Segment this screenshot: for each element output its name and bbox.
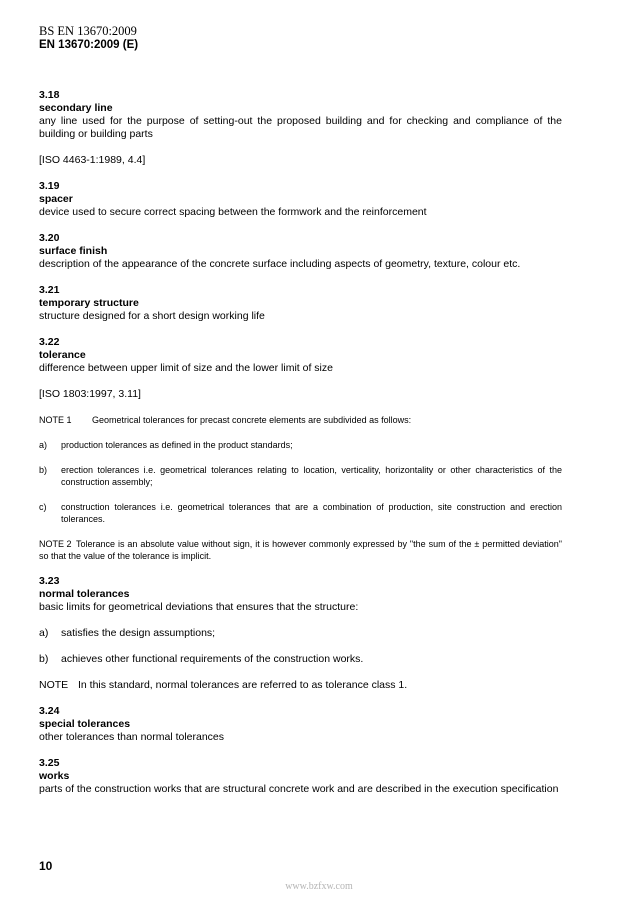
list-item — [39, 627, 562, 640]
list-item — [39, 501, 562, 525]
clause-number: 3.24 — [39, 705, 60, 717]
definition-entry — [39, 89, 562, 167]
list-item-text: construction tolerances i.e. geometrical tolerances that are a combination of production, site construction and erection tolerances. — [61, 502, 562, 524]
note-label: NOTE 1 — [39, 415, 72, 425]
clause-number: 3.19 — [39, 180, 60, 192]
definition-entry — [39, 575, 562, 692]
note — [39, 414, 562, 426]
term: works — [39, 770, 70, 782]
term: spacer — [39, 193, 73, 205]
term: special tolerances — [39, 718, 131, 730]
note-label: NOTE — [39, 679, 69, 691]
list-item — [39, 464, 562, 488]
definition-entry — [39, 284, 562, 323]
definition-entry — [39, 232, 562, 271]
list-item-label: b) — [39, 465, 48, 475]
definition-text: difference between upper limit of size and the lower limit of size — [39, 362, 333, 374]
term: temporary structure — [39, 297, 139, 309]
note-label: NOTE 2 — [39, 539, 72, 549]
list-item-label: a) — [39, 440, 48, 450]
definition-text: structure designed for a short design working life — [39, 310, 265, 322]
clause-number: 3.25 — [39, 757, 60, 769]
document-body — [39, 89, 562, 796]
note-text: Tolerance is an absolute value without sign, it is however commonly expressed by "the sum of the ± permitted deviation" so that the value of the tolerance is implicit. — [39, 539, 562, 561]
list-item-text: achieves other functional requirements of the construction works. — [61, 653, 364, 665]
source-reference: [ISO 4463-1:1989, 4.4] — [39, 154, 146, 166]
definition-entry — [39, 757, 562, 796]
definition-entry — [39, 336, 562, 562]
note — [39, 679, 562, 692]
list-item-label: c) — [39, 502, 47, 512]
term: normal tolerances — [39, 588, 130, 600]
note — [39, 538, 562, 562]
clause-number: 3.21 — [39, 284, 60, 296]
note-text: In this standard, normal tolerances are referred to as tolerance class 1. — [78, 679, 408, 691]
term: surface finish — [39, 245, 108, 257]
source-reference: [ISO 1803:1997, 3.11] — [39, 388, 141, 400]
definition-entry — [39, 705, 562, 744]
clause-number: 3.23 — [39, 575, 60, 587]
definition-text: description of the appearance of the concrete surface including aspects of geometry, texture, colour etc. — [39, 258, 521, 270]
note-text: Geometrical tolerances for precast concrete elements are subdivided as follows: — [92, 415, 412, 425]
watermark: www.bzfxw.com — [285, 881, 353, 892]
list-item-label: b) — [39, 653, 49, 665]
term: tolerance — [39, 349, 86, 361]
list-item-label: a) — [39, 627, 49, 639]
definition-text: any line used for the purpose of setting-out the proposed building and for checking and compliance of the building or building parts — [39, 115, 562, 140]
page-number: 10 — [39, 859, 53, 873]
definition-text: parts of the construction works that are structural concrete work and are described in the execution specification — [39, 783, 559, 795]
clause-number: 3.18 — [39, 89, 60, 101]
list-item-text: production tolerances as defined in the product standards; — [61, 440, 293, 450]
definition-text: basic limits for geometrical deviations that ensures that the structure: — [39, 601, 359, 613]
list-item — [39, 653, 562, 666]
definition-entry — [39, 180, 562, 219]
clause-number: 3.22 — [39, 336, 60, 348]
standard-designation-english: EN 13670:2009 (E) — [39, 39, 139, 51]
definition-text: device used to secure correct spacing between the formwork and the reinforcement — [39, 206, 427, 218]
list-item-text: satisfies the design assumptions; — [61, 627, 216, 639]
list-item-text: erection tolerances i.e. geometrical tolerances relating to location, verticality, horizontality or other characteristics of the construction assembly; — [61, 465, 562, 487]
term: secondary line — [39, 102, 113, 114]
standard-designation: BS EN 13670:2009 — [39, 24, 137, 38]
clause-number: 3.20 — [39, 232, 60, 244]
definition-text: other tolerances than normal tolerances — [39, 731, 225, 743]
list-item — [39, 439, 562, 451]
